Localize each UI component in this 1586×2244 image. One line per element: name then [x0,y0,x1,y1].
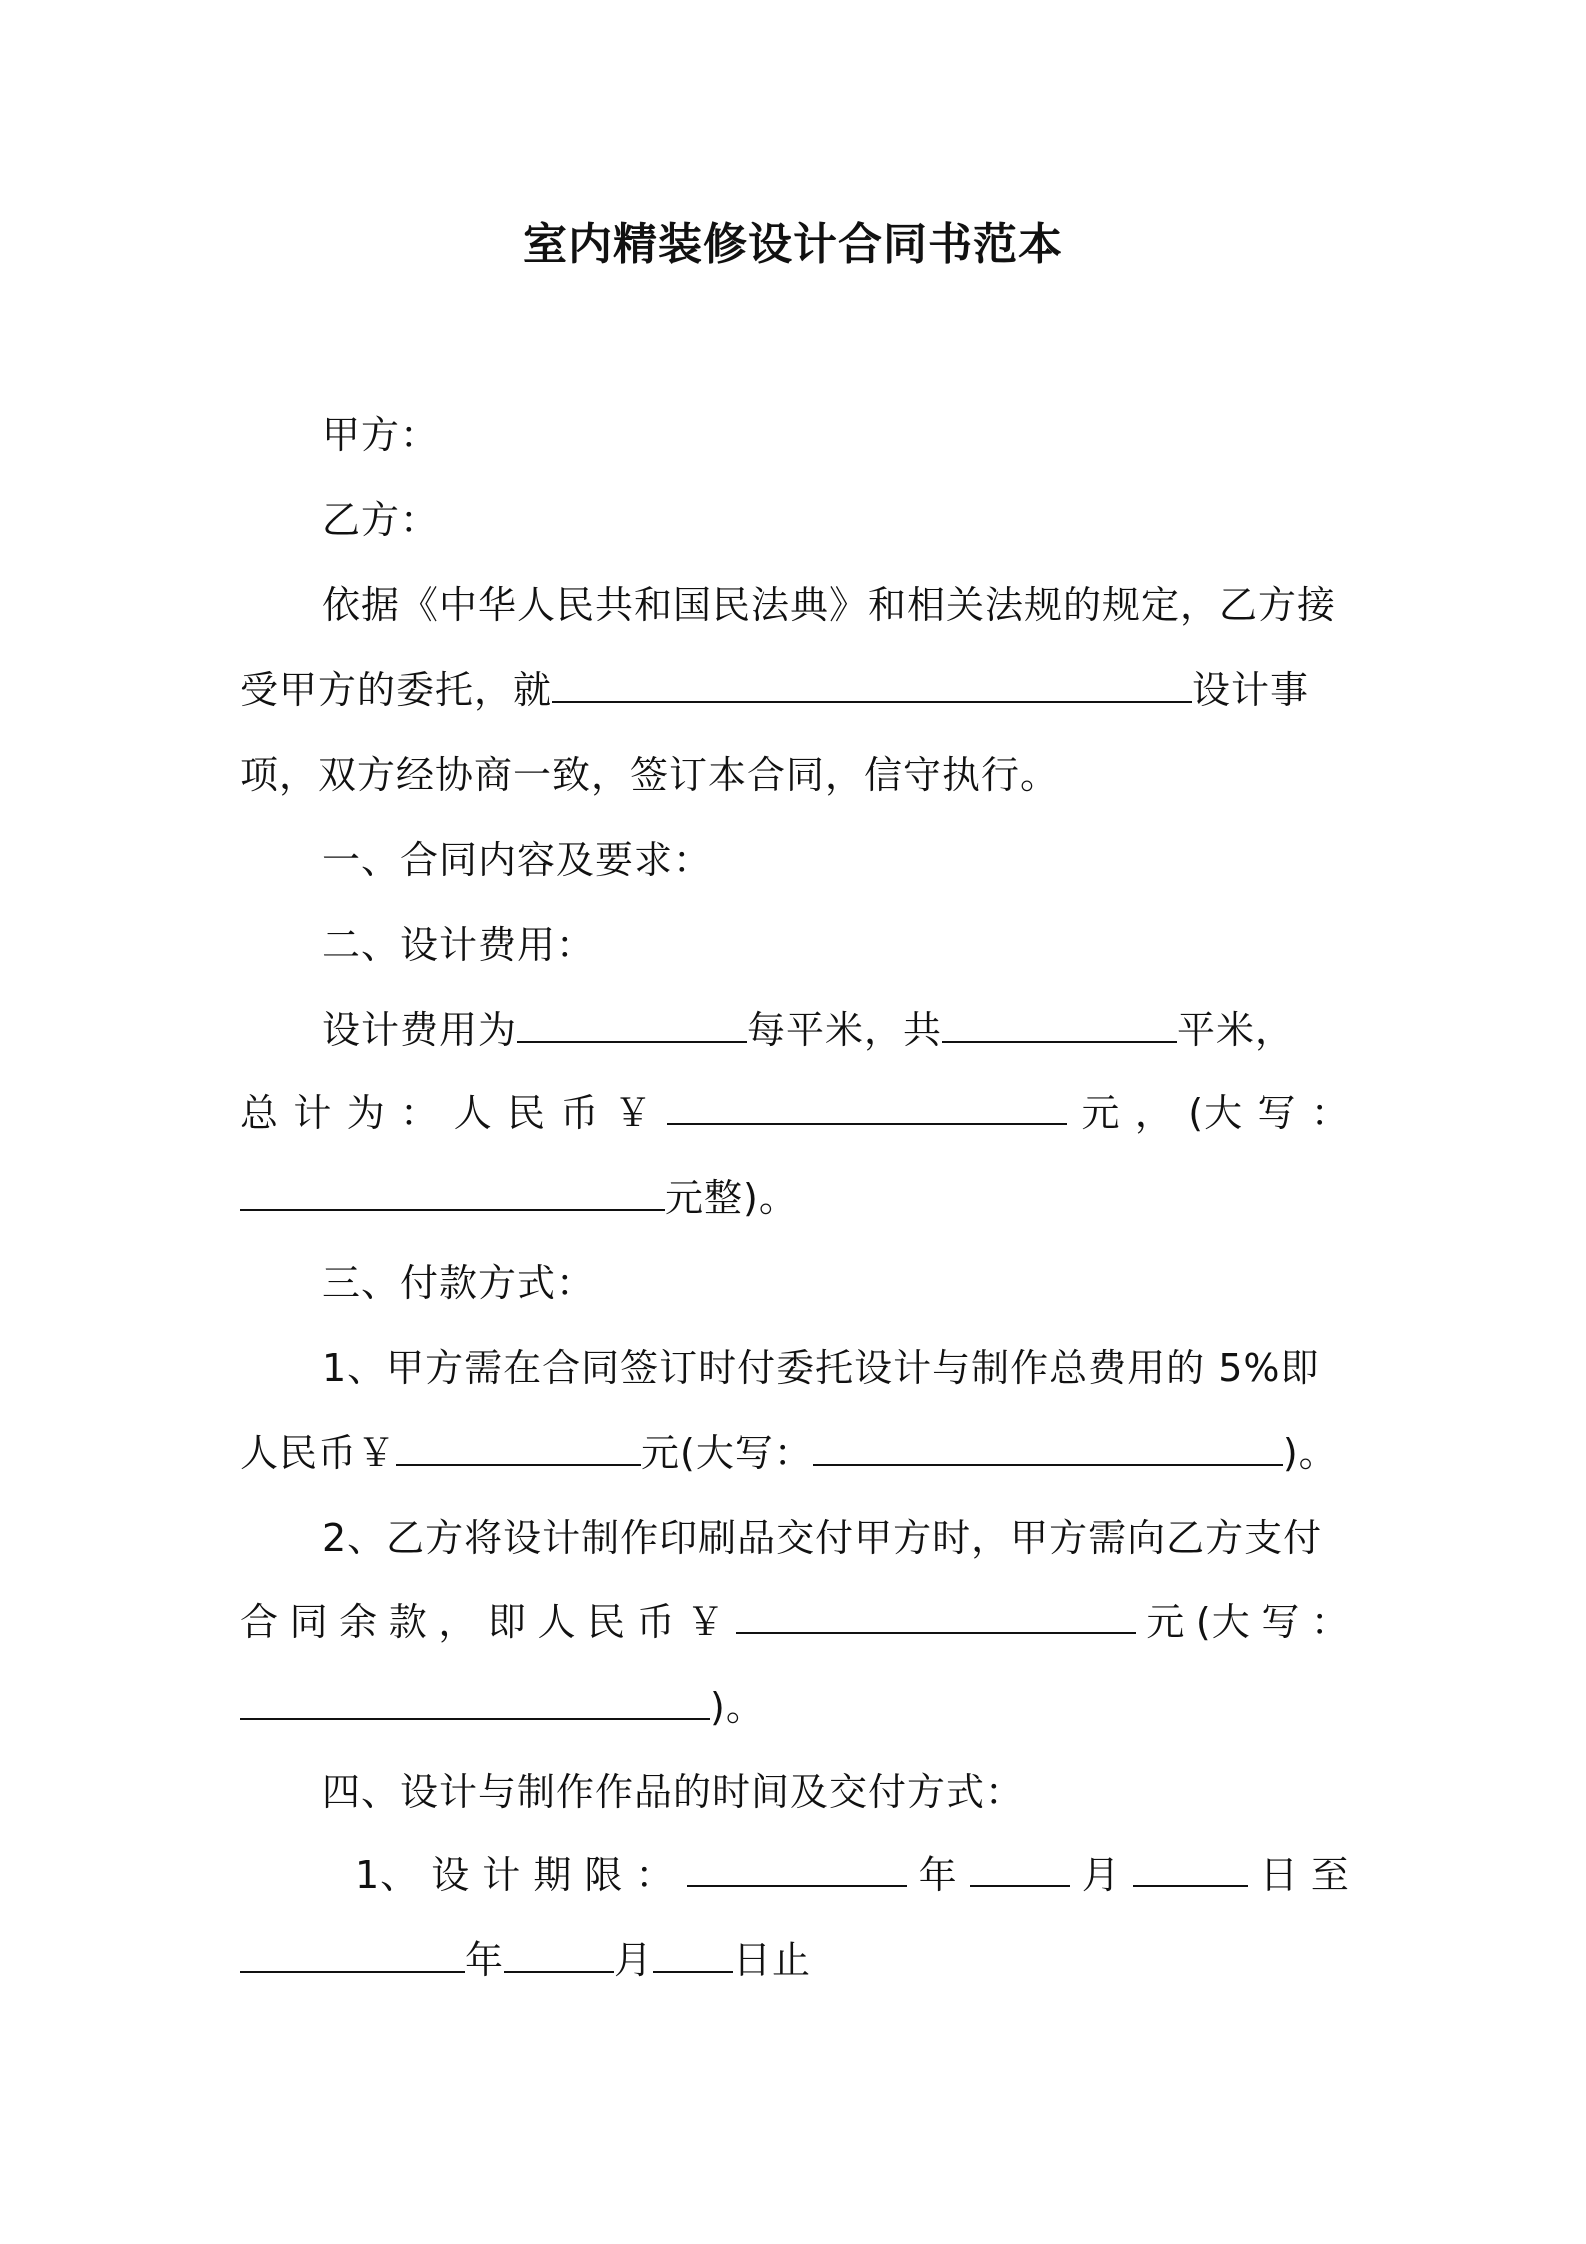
fee-area-unit: 平米， [1177,1008,1295,1052]
payment-1-uppercase-blank[interactable] [813,1424,1283,1466]
intro-line-2 [240,660,1309,720]
area-blank[interactable] [942,1001,1177,1043]
period-month: 月 [1081,1853,1121,1897]
payment-2-line-3 [240,1677,765,1737]
payment-2-colon: ： [1310,1600,1350,1644]
payment-2-char: 同 [289,1600,329,1644]
fee-per-sqm-label: 设计费用为 [322,1008,518,1052]
payment-2-line-1: 2、乙方将设计制作印刷品交付甲方时，甲方需向乙方支付 [322,1516,1323,1560]
fee-uppercase-blank[interactable] [240,1169,665,1211]
fee-total-write: 写 [1257,1091,1297,1135]
period-char: 1、 [355,1853,420,1897]
fee-total-paren: (大 [1188,1091,1244,1135]
payment-2-char: ￥ [686,1600,726,1644]
fee-total-unit: 元 [1081,1091,1121,1135]
fee-total-char: ￥ [613,1091,653,1135]
fee-total-char: ： [400,1091,440,1135]
project-blank[interactable] [552,661,1192,703]
intro-line-3: 项，双方经协商一致，签订本合同，信守执行。 [240,753,1060,797]
document-title: 室内精装修设计合同书范本 [523,219,1063,270]
fee-total-char: 人 [453,1091,493,1135]
fee-total-char: 总 [240,1091,280,1135]
start-day-blank[interactable] [1133,1845,1248,1887]
party-a-label: 甲方： [322,413,440,457]
fee-total-colon: ： [1310,1091,1350,1135]
period-to: 至 [1310,1853,1350,1897]
section-3-heading: 三、付款方式： [322,1261,596,1305]
payment-2-write: 写 [1261,1600,1301,1644]
fee-area-label: 每平米，共 [747,1008,943,1052]
payment-1-line-2 [240,1423,1338,1483]
payment-2-char: 余 [339,1600,379,1644]
end-month-blank[interactable] [504,1931,614,1973]
fee-line-3 [240,1168,798,1228]
period-char: 设 [431,1853,471,1897]
period-year: 年 [918,1853,958,1897]
fee-total-char: 民 [506,1091,546,1135]
end-year-blank[interactable] [240,1931,465,1973]
payment-2-line-2 [240,1592,1350,1652]
payment-1-amount-blank[interactable] [396,1424,641,1466]
period-end-month: 月 [614,1938,654,1982]
payment-1-rmb-label: 人民币￥ [240,1431,397,1475]
fee-total-blank[interactable] [667,1083,1067,1125]
period-end-year: 年 [465,1938,505,1982]
start-year-blank[interactable] [687,1845,907,1887]
payment-1-uppercase-label: 元(大写： [641,1431,813,1475]
end-day-blank[interactable] [653,1931,733,1973]
period-day: 日 [1259,1853,1299,1897]
payment-2-char: 人 [537,1600,577,1644]
payment-2-char: 即 [487,1600,527,1644]
period-char: 计 [482,1853,522,1897]
period-line-2 [240,1930,811,1990]
fee-per-sqm-blank[interactable] [517,1001,747,1043]
intro-line-2-start: 受甲方的委托，就 [240,668,553,712]
payment-2-char: 款 [388,1600,428,1644]
payment-2-char: ， [438,1600,478,1644]
period-char: ： [635,1853,675,1897]
period-line-1 [355,1845,1350,1905]
payment-2-amount-blank[interactable] [736,1592,1136,1634]
payment-2-paren: (大 [1195,1600,1251,1644]
fee-line-1 [322,1000,1294,1060]
payment-2-uppercase-blank[interactable] [240,1678,710,1720]
payment-2-char: 合 [240,1600,280,1644]
period-end: 日止 [733,1938,812,1982]
payment-2-end: )。 [710,1685,765,1729]
period-char: 限 [584,1853,624,1897]
section-2-heading: 二、设计费用： [322,923,596,967]
fee-total-char: 为 [346,1091,386,1135]
section-4-heading: 四、设计与制作作品的时间及交付方式： [322,1770,1025,1814]
fee-total-comma: ， [1134,1091,1174,1135]
fee-total-char: 计 [293,1091,333,1135]
period-char: 期 [533,1853,573,1897]
section-1-heading: 一、合同内容及要求： [322,838,713,882]
fee-uppercase-end: 元整)。 [665,1176,798,1220]
party-b-label: 乙方： [322,498,440,542]
payment-2-char: 币 [636,1600,676,1644]
start-month-blank[interactable] [970,1845,1070,1887]
payment-2-char: 民 [587,1600,627,1644]
payment-1-line-1: 1、甲方需在合同签订时付委托设计与制作总费用的 5%即 [322,1346,1320,1390]
intro-line-2-end: 设计事 [1192,668,1310,712]
intro-line-1: 依据《中华人民共和国民法典》和相关法规的规定，乙方接 [322,583,1337,627]
fee-total-char: 币 [560,1091,600,1135]
payment-1-end: )。 [1282,1431,1338,1475]
fee-line-2 [240,1083,1350,1143]
payment-2-unit: 元 [1146,1600,1186,1644]
